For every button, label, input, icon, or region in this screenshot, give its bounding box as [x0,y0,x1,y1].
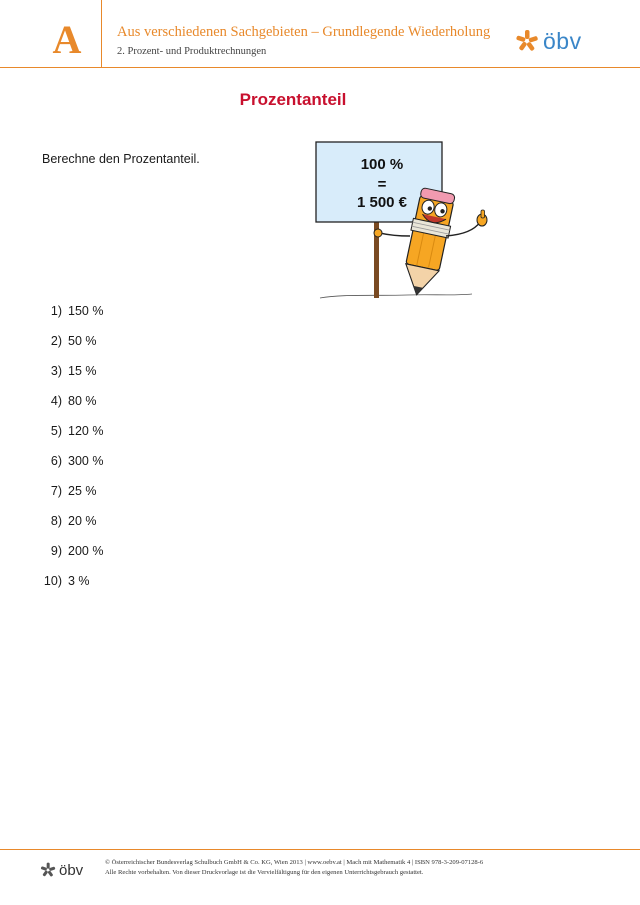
sign-line-1: 100 % [360,156,404,173]
list-item [42,454,103,484]
instruction-text: Berechne den Prozentanteil. [42,152,200,166]
exercise-number: 3) [50,364,62,378]
exercise-value: 15 % [68,364,97,378]
brand-logo [515,27,595,55]
exercise-value: 25 % [68,484,97,498]
chapter-letter: A [52,17,82,62]
asterisk-logo-icon [40,862,56,878]
exercise-number: 9) [50,544,62,558]
footer-divider [0,849,640,850]
header-divider-horizontal [0,67,640,68]
footer-logo [40,859,83,881]
list-item [42,424,103,454]
pencil-sign-illustration [312,136,502,304]
exercise-value: 200 % [68,544,104,558]
exercise-number: 8) [50,514,62,528]
list-item [42,394,103,424]
exercise-number: 6) [50,454,62,468]
exercise-number: 4) [50,394,62,408]
footer-brand-name: öbv [59,861,84,879]
asterisk-logo-icon [515,29,539,53]
header-title: Aus verschiedenen Sachgebieten – Grundlegende Wiederholung [117,24,491,40]
exercise-value: 120 % [68,424,104,438]
footer-copyright [105,858,575,878]
header-divider-vertical [101,0,102,67]
list-item [42,574,103,604]
list-item [42,514,103,544]
sign-line-3: 1 500 € [356,194,408,211]
exercise-value: 150 % [68,304,104,318]
exercise-number: 2) [50,334,62,348]
exercise-number: 1) [50,304,62,318]
exercise-number: 7) [50,484,62,498]
exercise-value: 300 % [68,454,104,468]
exercise-number: 5) [50,424,62,438]
list-item [42,544,103,574]
exercise-value: 80 % [68,394,97,408]
sign-line-2: = [377,176,387,193]
list-item [42,364,103,394]
header-subtitle: 2. Prozent- und Produktrechnungen [117,46,267,57]
list-item [42,484,103,514]
footer-line-1: © Österreichischer Bundesverlag Schulbuch GmbH & Co. KG, Wien 2013 | www.oebv.at | Mach mit Mathematik 4 | ISBN 978-3-209-07128-6 [105,859,484,866]
exercise-value: 3 % [68,574,90,588]
page-title: Prozentanteil [239,90,347,109]
exercise-value: 50 % [68,334,97,348]
exercise-number: 10) [43,574,62,588]
footer-line-2: Alle Rechte vorbehalten. Von dieser Druckvorlage ist die Vervielfältigung für den eigenen Unterrichtsgebrauch gestattet. [105,869,424,876]
exercise-list [42,304,103,604]
list-item [42,334,103,364]
exercise-value: 20 % [68,514,97,528]
list-item [42,304,103,334]
brand-name: öbv [543,27,582,54]
